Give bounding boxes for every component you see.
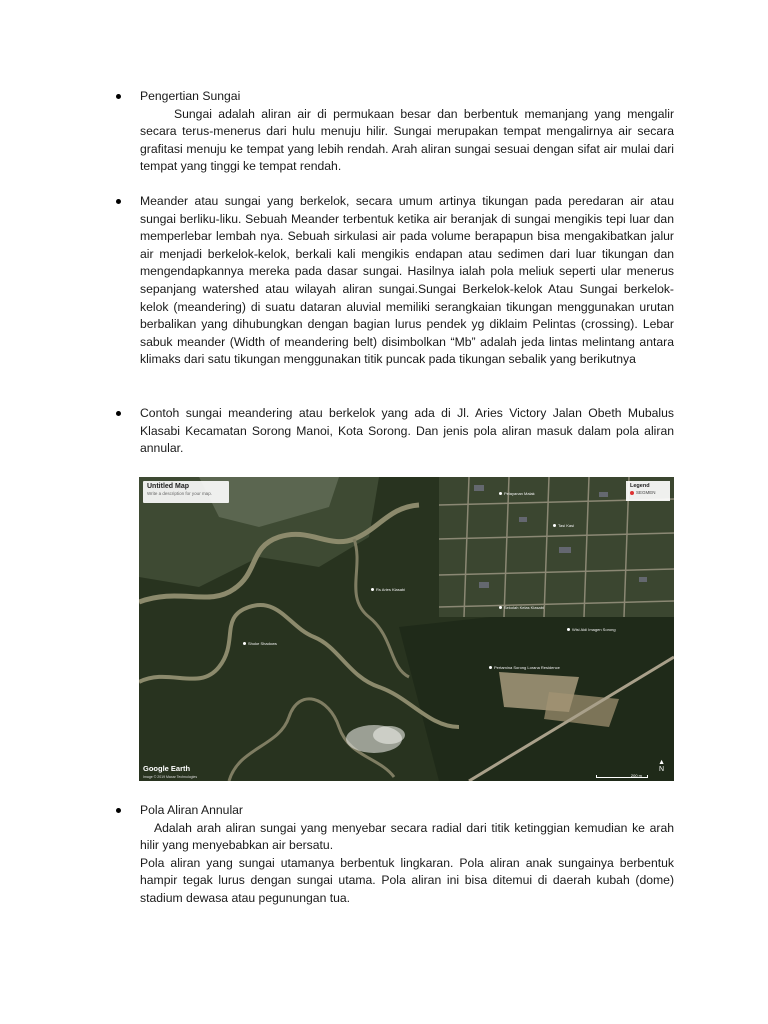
north-arrow-icon: ▲ N <box>658 759 665 773</box>
map-title: Untitled Map <box>147 483 189 490</box>
map-title-box[interactable] <box>143 481 229 503</box>
map-place-label[interactable]: Rs Aries Klasabi <box>371 587 405 592</box>
legend-item: SEGMEN <box>630 490 666 496</box>
map-credit: Image © 2019 Maxar Technologies <box>143 775 198 779</box>
bullet-icon <box>116 199 121 204</box>
map-place-label[interactable]: Pelayanan Malak <box>499 491 535 496</box>
map-place-label[interactable]: Tasi Kasi <box>553 523 574 528</box>
section-contoh-sungai <box>118 405 674 458</box>
section-heading: Pengertian Sungai <box>140 89 241 103</box>
map-legend[interactable] <box>626 481 670 501</box>
north-label: N <box>659 766 665 773</box>
section-paragraph: Meander atau sungai yang berkelok, secara umum artinya tikungan pada peredaran air atau sungai berliku-liku. Sebuah Meander terbentuk ketika air beranjak di sungai mengikis tepi luar dan memperlebar lembah nya. Sebuah sirkulasi air pada volume berapapun bisa mengakibatkan jalur air menjadi berkelok-kelok, berkali kali mengikis endapan atau sedimen dari luar tikungan dan mengendapkannya mereka pada dasar sungai. Hasilnya ialah pola meliuk seperti ular menerus sepanjang watershed atau wilayah aliran sungai.Sungai Berkelok-kelok Atau Sungai berkelok-kelok (meandering) di suatu dataran aluvial memiliki serangkaian tikungan menggunakan urutan berbalikan yang dihubungkan dengan bagian lurus pendek yg diklaim Pelintas (crossing). Lebar sabuk meander (Width of meandering belt) disimbolkan “Mb” adalah jeda lintas melintang antara klimaks dari satu tikungan menggunakan titik puncak pada tikungan sebalik yang berikutnya <box>140 194 674 367</box>
section-pengertian-sungai <box>118 88 674 176</box>
section-paragraph: Sungai adalah aliran air di permukaan besar dan berbentuk memanjang yang mengalir secara terus-menerus dari hulu menuju hilir. Sungai merupakan tempat mengalirnya air secara grafitasi menuju ke tempat yang lebih rendah. Arah aliran sungai sesuai dengan sifat air mulai dari tempat yang tinggi ke tempat rendah. <box>140 106 674 174</box>
section-pola-aliran-annular <box>118 802 674 908</box>
bullet-icon <box>116 411 121 416</box>
legend-title: Legend <box>630 483 650 489</box>
map-place-label[interactable]: Pertamina Sorong Lorana Residence <box>489 665 560 670</box>
map-place-label[interactable]: Wisi Aidi Imagen Sorong <box>567 627 616 632</box>
section-paragraph: Adalah arah aliran sungai yang menyebar secara radial dari titik ketinggian kemudian ke arah hilir yang menyebabkan air bersatu. <box>140 820 674 853</box>
section-paragraph: Pola aliran yang sungai utamanya berbentuk lingkaran. Pola aliran anak sungainya berbentuk hampir tegak lurus dengan sungai utama. Pola aliran ini bisa ditemui di daerah kubah (dome) stadium dewasa atau pegunungan tua. <box>140 855 674 905</box>
section-paragraph: Contoh sungai meandering atau berkelok yang ada di Jl. Aries Victory Jalan Obeth Mubalus Klasabi Kecamatan Sorong Manoi, Kota Sorong. Dan jenis pola aliran masuk dalam pola aliran annular. <box>140 406 674 456</box>
map-description: Write a description for your map. <box>147 491 212 496</box>
scale-label: 200 m <box>630 773 642 778</box>
map-place-label[interactable]: Sekolah Kelas Klasabi <box>499 605 544 610</box>
satellite-map <box>139 477 674 781</box>
map-place-label[interactable]: Shoke Shadows <box>243 641 277 646</box>
bullet-icon <box>116 94 121 99</box>
section-heading: Pola Aliran Annular <box>140 803 243 817</box>
marker-icon <box>630 491 634 495</box>
bullet-icon <box>116 808 121 813</box>
google-earth-logo: Google Earth <box>143 764 191 773</box>
section-meander <box>118 193 674 369</box>
